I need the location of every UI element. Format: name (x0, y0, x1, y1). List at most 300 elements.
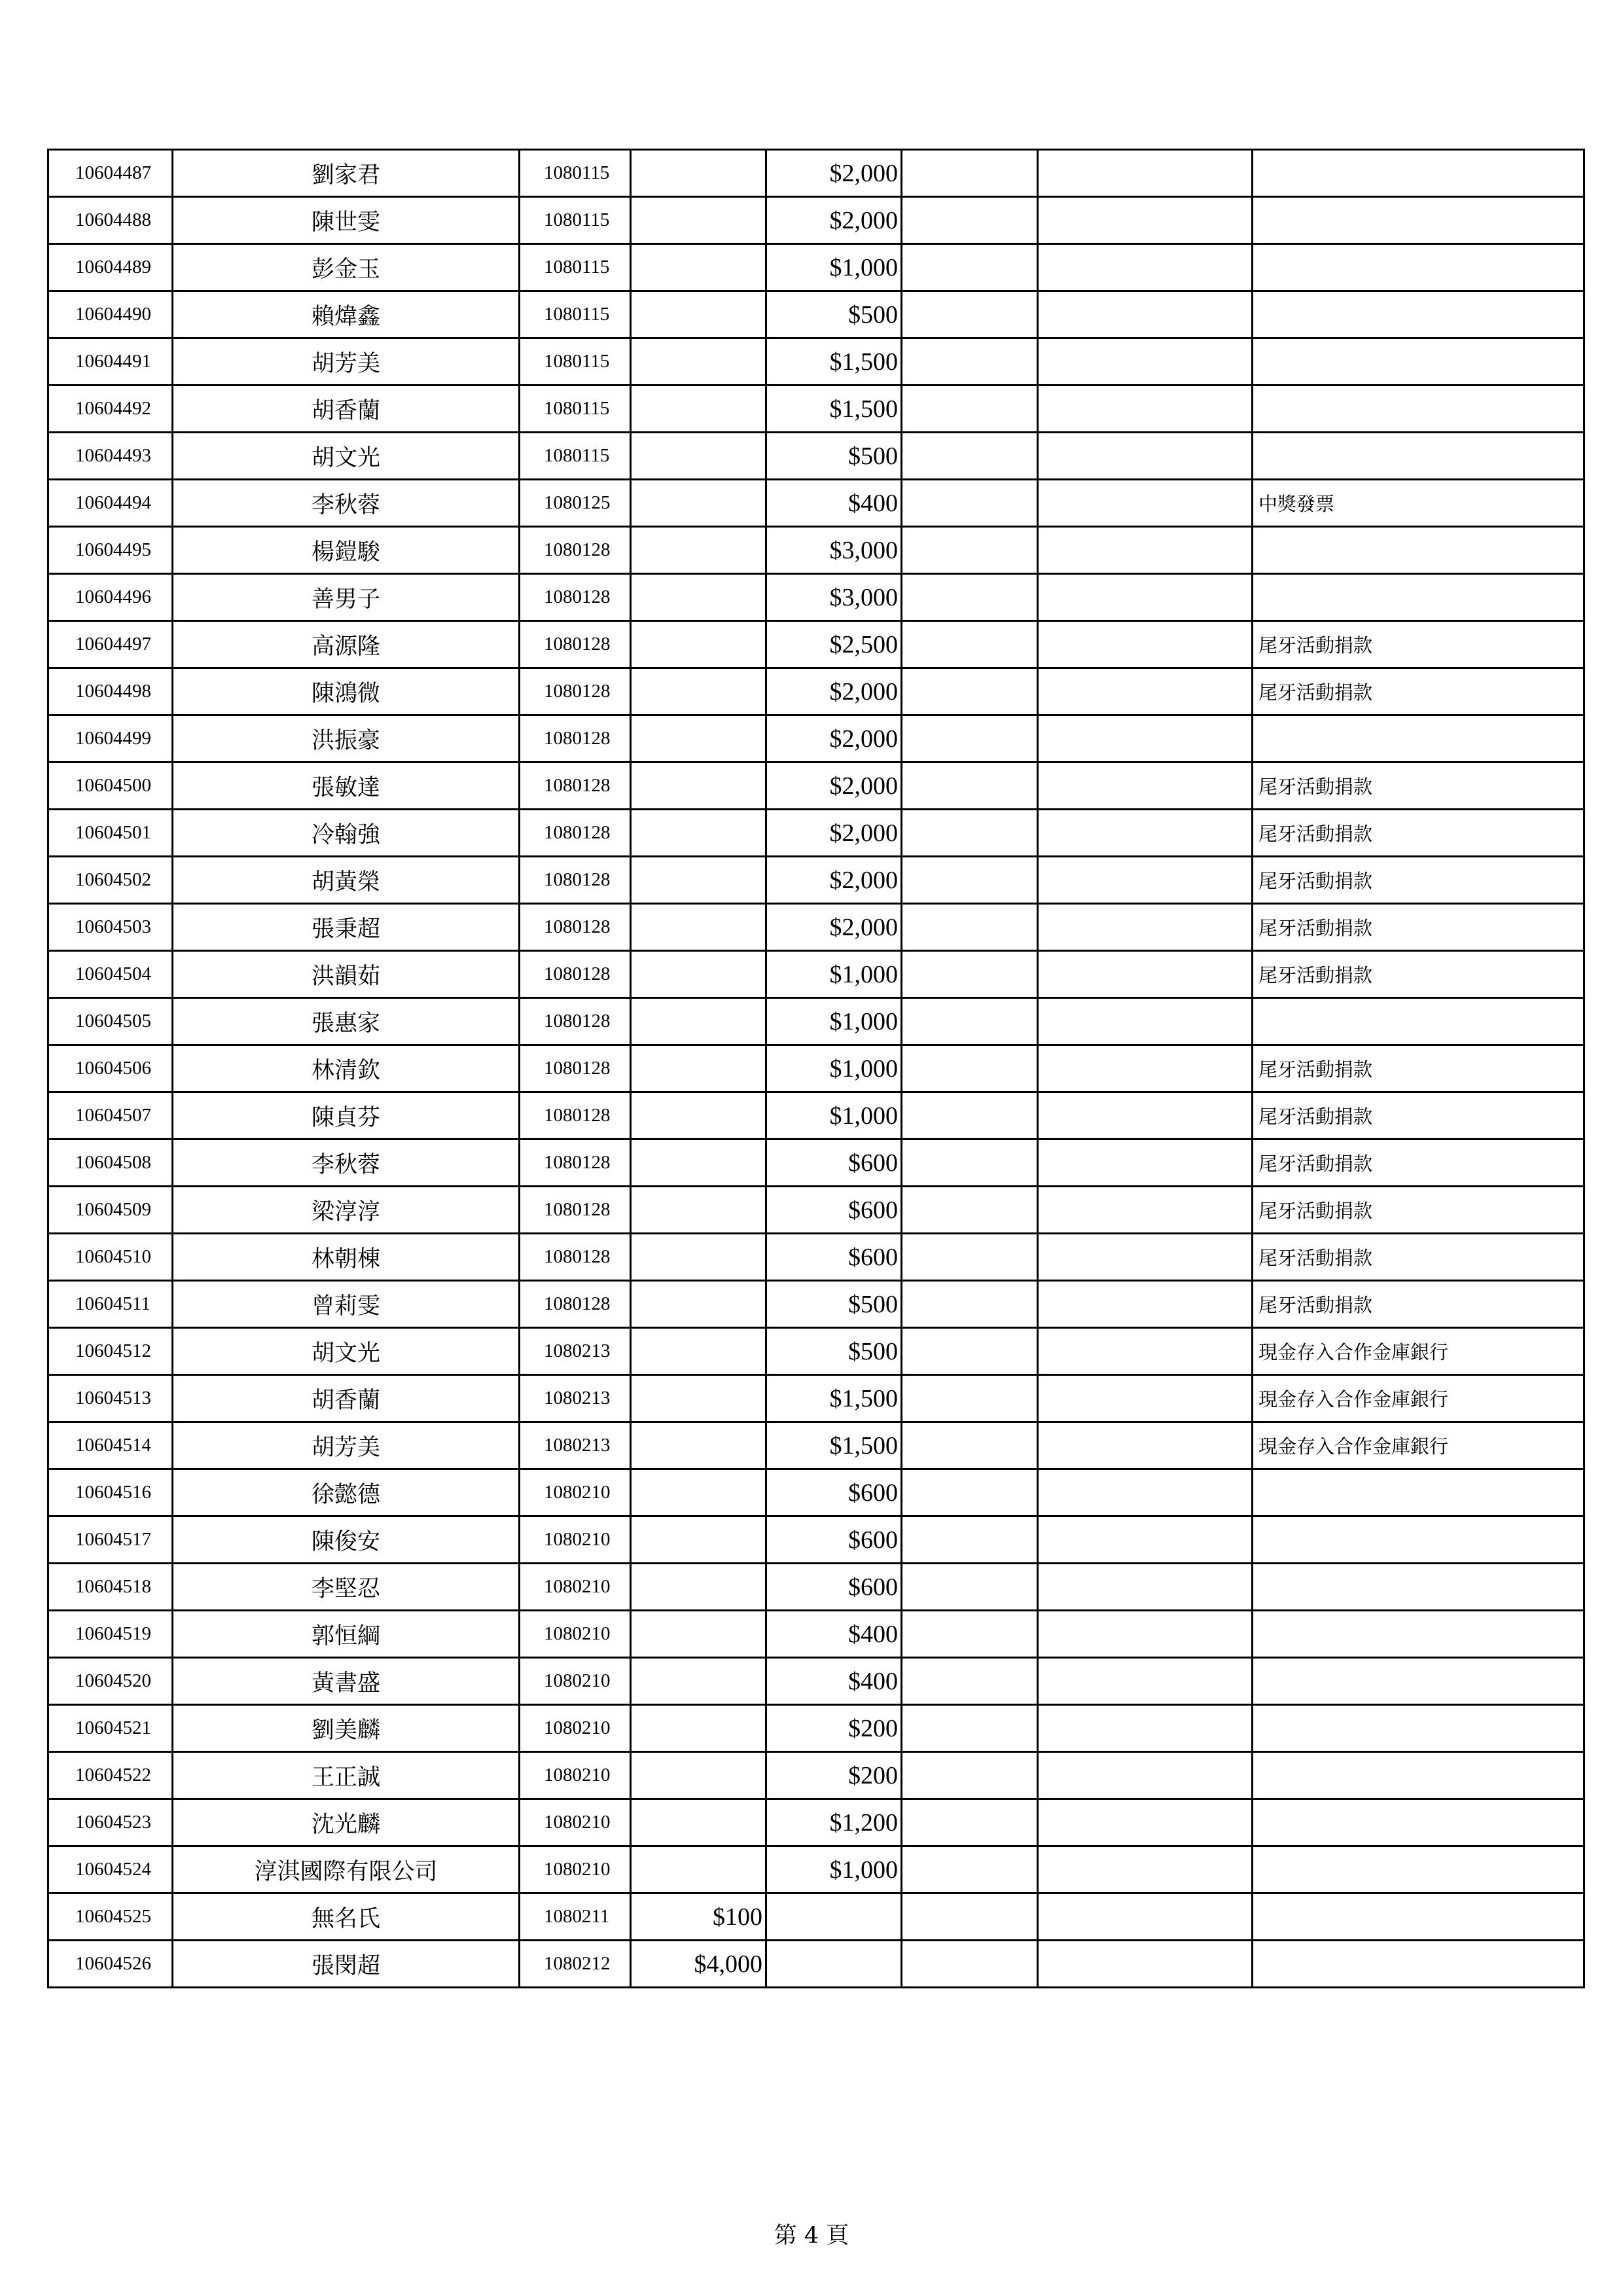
receipt-id-cell: 10604526 (48, 1941, 173, 1988)
date-cell: 1080128 (520, 1234, 631, 1281)
blank-cell (1038, 197, 1253, 244)
note-cell: 現金存入合作金庫銀行 (1253, 1328, 1584, 1375)
blank-cell (902, 480, 1038, 527)
cash-amount-cell (631, 1799, 766, 1846)
blank-cell (902, 291, 1038, 338)
receipt-id-cell: 10604524 (48, 1846, 173, 1893)
note-cell (1253, 291, 1584, 338)
receipt-id-cell: 10604525 (48, 1893, 173, 1941)
amount-cell: $1,000 (766, 1846, 902, 1893)
note-cell: 尾牙活動捐款 (1253, 1045, 1584, 1092)
note-cell (1253, 150, 1584, 197)
receipt-id-cell: 10604510 (48, 1234, 173, 1281)
blank-cell (1038, 1328, 1253, 1375)
amount-cell: $400 (766, 480, 902, 527)
amount-cell: $200 (766, 1705, 902, 1752)
note-cell (1253, 998, 1584, 1045)
donor-name-cell: 陳世雯 (173, 197, 520, 244)
cash-amount-cell (631, 1752, 766, 1799)
date-cell: 1080128 (520, 810, 631, 857)
table-row (48, 1281, 1584, 1328)
note-cell (1253, 574, 1584, 621)
table-row (48, 1846, 1584, 1893)
donor-name-cell: 林朝棟 (173, 1234, 520, 1281)
blank-cell (1038, 433, 1253, 480)
blank-cell (902, 1893, 1038, 1941)
date-cell: 1080128 (520, 621, 631, 668)
cash-amount-cell (631, 1234, 766, 1281)
date-cell: 1080128 (520, 904, 631, 951)
donor-name-cell: 李秋蓉 (173, 1139, 520, 1187)
note-cell (1253, 244, 1584, 291)
receipt-id-cell: 10604506 (48, 1045, 173, 1092)
blank-cell (1038, 1846, 1253, 1893)
table-row (48, 150, 1584, 197)
amount-cell: $2,000 (766, 197, 902, 244)
cash-amount-cell (631, 857, 766, 904)
donor-name-cell: 胡香蘭 (173, 386, 520, 433)
receipt-id-cell: 10604496 (48, 574, 173, 621)
blank-cell (1038, 904, 1253, 951)
receipt-id-cell: 10604489 (48, 244, 173, 291)
cash-amount-cell (631, 1705, 766, 1752)
blank-cell (902, 1564, 1038, 1611)
receipt-id-cell: 10604500 (48, 762, 173, 810)
receipt-id-cell: 10604499 (48, 715, 173, 762)
blank-cell (902, 574, 1038, 621)
date-cell: 1080210 (520, 1516, 631, 1564)
blank-cell (1038, 386, 1253, 433)
amount-cell: $2,000 (766, 857, 902, 904)
donor-name-cell: 胡芳美 (173, 338, 520, 386)
receipt-id-cell: 10604517 (48, 1516, 173, 1564)
donor-name-cell: 張敏達 (173, 762, 520, 810)
blank-cell (902, 1045, 1038, 1092)
amount-cell: $500 (766, 433, 902, 480)
amount-cell: $2,500 (766, 621, 902, 668)
amount-cell: $600 (766, 1139, 902, 1187)
blank-cell (1038, 1375, 1253, 1422)
date-cell: 1080115 (520, 386, 631, 433)
cash-amount-cell (631, 1846, 766, 1893)
blank-cell (1038, 1893, 1253, 1941)
donor-name-cell: 陳俊安 (173, 1516, 520, 1564)
blank-cell (902, 1375, 1038, 1422)
cash-amount-cell (631, 668, 766, 715)
blank-cell (1038, 1799, 1253, 1846)
receipt-id-cell: 10604494 (48, 480, 173, 527)
donor-name-cell: 冷翰強 (173, 810, 520, 857)
donor-name-cell: 胡文光 (173, 1328, 520, 1375)
receipt-id-cell: 10604512 (48, 1328, 173, 1375)
table-row (48, 621, 1584, 668)
blank-cell (902, 1705, 1038, 1752)
blank-cell (902, 527, 1038, 574)
receipt-id-cell: 10604501 (48, 810, 173, 857)
date-cell: 1080115 (520, 197, 631, 244)
table-row (48, 1516, 1584, 1564)
amount-cell: $1,000 (766, 998, 902, 1045)
receipt-id-cell: 10604498 (48, 668, 173, 715)
amount-cell: $1,000 (766, 1092, 902, 1139)
table-row (48, 1187, 1584, 1234)
cash-amount-cell (631, 1564, 766, 1611)
note-cell (1253, 1941, 1584, 1988)
amount-cell (766, 1941, 902, 1988)
table-row (48, 998, 1584, 1045)
blank-cell (1038, 951, 1253, 998)
amount-cell: $600 (766, 1564, 902, 1611)
date-cell: 1080125 (520, 480, 631, 527)
note-cell (1253, 1564, 1584, 1611)
donor-name-cell: 張秉超 (173, 904, 520, 951)
blank-cell (902, 857, 1038, 904)
cash-amount-cell (631, 1328, 766, 1375)
table-row (48, 338, 1584, 386)
date-cell: 1080128 (520, 527, 631, 574)
note-cell: 尾牙活動捐款 (1253, 1281, 1584, 1328)
date-cell: 1080210 (520, 1705, 631, 1752)
note-cell (1253, 1658, 1584, 1705)
date-cell: 1080115 (520, 150, 631, 197)
blank-cell (1038, 762, 1253, 810)
date-cell: 1080213 (520, 1422, 631, 1469)
receipt-id-cell: 10604497 (48, 621, 173, 668)
receipt-id-cell: 10604491 (48, 338, 173, 386)
amount-cell: $1,000 (766, 951, 902, 998)
amount-cell: $3,000 (766, 527, 902, 574)
table-row (48, 1893, 1584, 1941)
receipt-id-cell: 10604502 (48, 857, 173, 904)
table-row (48, 1469, 1584, 1516)
date-cell: 1080128 (520, 574, 631, 621)
donor-name-cell: 陳鴻微 (173, 668, 520, 715)
cash-amount-cell (631, 810, 766, 857)
donor-name-cell: 胡黃榮 (173, 857, 520, 904)
blank-cell (1038, 1187, 1253, 1234)
cash-amount-cell (631, 1139, 766, 1187)
receipt-id-cell: 10604505 (48, 998, 173, 1045)
blank-cell (1038, 1234, 1253, 1281)
date-cell: 1080128 (520, 762, 631, 810)
blank-cell (1038, 1658, 1253, 1705)
cash-amount-cell (631, 291, 766, 338)
table-row (48, 1045, 1584, 1092)
blank-cell (902, 1941, 1038, 1988)
cash-amount-cell (631, 715, 766, 762)
blank-cell (902, 1187, 1038, 1234)
blank-cell (1038, 1092, 1253, 1139)
cash-amount-cell (631, 244, 766, 291)
blank-cell (1038, 1611, 1253, 1658)
blank-cell (1038, 668, 1253, 715)
blank-cell (1038, 150, 1253, 197)
date-cell: 1080210 (520, 1799, 631, 1846)
date-cell: 1080115 (520, 291, 631, 338)
table-row (48, 433, 1584, 480)
blank-cell (902, 1658, 1038, 1705)
note-cell: 現金存入合作金庫銀行 (1253, 1422, 1584, 1469)
amount-cell: $500 (766, 1328, 902, 1375)
receipt-id-cell: 10604511 (48, 1281, 173, 1328)
blank-cell (902, 904, 1038, 951)
table-row (48, 1705, 1584, 1752)
blank-cell (1038, 244, 1253, 291)
table-row (48, 715, 1584, 762)
blank-cell (1038, 1705, 1253, 1752)
cash-amount-cell (631, 1092, 766, 1139)
blank-cell (902, 1234, 1038, 1281)
blank-cell (1038, 574, 1253, 621)
blank-cell (902, 1611, 1038, 1658)
blank-cell (902, 386, 1038, 433)
blank-cell (902, 998, 1038, 1045)
date-cell: 1080128 (520, 1187, 631, 1234)
donor-name-cell: 徐懿德 (173, 1469, 520, 1516)
table-row (48, 1234, 1584, 1281)
amount-cell: $2,000 (766, 715, 902, 762)
amount-cell: $3,000 (766, 574, 902, 621)
cash-amount-cell (631, 998, 766, 1045)
donor-name-cell: 曾莉雯 (173, 1281, 520, 1328)
ledger-body (48, 150, 1584, 1988)
blank-cell (1038, 527, 1253, 574)
date-cell: 1080210 (520, 1469, 631, 1516)
cash-amount-cell (631, 1658, 766, 1705)
cash-amount-cell (631, 1422, 766, 1469)
receipt-id-cell: 10604488 (48, 197, 173, 244)
receipt-id-cell: 10604522 (48, 1752, 173, 1799)
cash-amount-cell (631, 904, 766, 951)
receipt-id-cell: 10604523 (48, 1799, 173, 1846)
cash-amount-cell (631, 951, 766, 998)
donor-name-cell: 陳貞芬 (173, 1092, 520, 1139)
receipt-id-cell: 10604503 (48, 904, 173, 951)
receipt-id-cell: 10604487 (48, 150, 173, 197)
note-cell: 尾牙活動捐款 (1253, 668, 1584, 715)
cash-amount-cell (631, 197, 766, 244)
date-cell: 1080115 (520, 433, 631, 480)
amount-cell: $600 (766, 1516, 902, 1564)
cash-amount-cell (631, 338, 766, 386)
note-cell (1253, 527, 1584, 574)
blank-cell (1038, 1139, 1253, 1187)
donor-name-cell: 李秋蓉 (173, 480, 520, 527)
donor-name-cell: 無名氏 (173, 1893, 520, 1941)
receipt-id-cell: 10604508 (48, 1139, 173, 1187)
note-cell: 尾牙活動捐款 (1253, 1234, 1584, 1281)
amount-cell: $1,500 (766, 386, 902, 433)
note-cell (1253, 1516, 1584, 1564)
blank-cell (902, 715, 1038, 762)
donor-name-cell: 高源隆 (173, 621, 520, 668)
donor-name-cell: 賴煒鑫 (173, 291, 520, 338)
table-row (48, 291, 1584, 338)
donor-name-cell: 胡香蘭 (173, 1375, 520, 1422)
note-cell (1253, 1799, 1584, 1846)
date-cell: 1080128 (520, 1281, 631, 1328)
blank-cell (902, 1092, 1038, 1139)
donor-name-cell: 郭恒綱 (173, 1611, 520, 1658)
blank-cell (902, 668, 1038, 715)
table-row (48, 1375, 1584, 1422)
donor-name-cell: 王正誠 (173, 1752, 520, 1799)
blank-cell (1038, 998, 1253, 1045)
blank-cell (902, 762, 1038, 810)
donor-name-cell: 洪振豪 (173, 715, 520, 762)
table-row (48, 527, 1584, 574)
cash-amount-cell (631, 386, 766, 433)
table-row (48, 386, 1584, 433)
receipt-id-cell: 10604492 (48, 386, 173, 433)
note-cell: 尾牙活動捐款 (1253, 1092, 1584, 1139)
cash-amount-cell (631, 150, 766, 197)
donor-name-cell: 李堅忍 (173, 1564, 520, 1611)
receipt-id-cell: 10604518 (48, 1564, 173, 1611)
table-row (48, 1328, 1584, 1375)
donor-name-cell: 劉家君 (173, 150, 520, 197)
cash-amount-cell (631, 1516, 766, 1564)
cash-amount-cell (631, 1281, 766, 1328)
table-row (48, 1611, 1584, 1658)
table-row (48, 1941, 1584, 1988)
date-cell: 1080210 (520, 1658, 631, 1705)
note-cell (1253, 386, 1584, 433)
date-cell: 1080213 (520, 1328, 631, 1375)
note-cell: 尾牙活動捐款 (1253, 951, 1584, 998)
note-cell (1253, 1752, 1584, 1799)
cash-amount-cell (631, 621, 766, 668)
note-cell: 尾牙活動捐款 (1253, 857, 1584, 904)
donor-name-cell: 沈光麟 (173, 1799, 520, 1846)
table-row (48, 574, 1584, 621)
receipt-id-cell: 10604520 (48, 1658, 173, 1705)
blank-cell (1038, 338, 1253, 386)
table-row (48, 1752, 1584, 1799)
donor-name-cell: 彭金玉 (173, 244, 520, 291)
receipt-id-cell: 10604519 (48, 1611, 173, 1658)
note-cell: 尾牙活動捐款 (1253, 904, 1584, 951)
blank-cell (1038, 1941, 1253, 1988)
cash-amount-cell: $100 (631, 1893, 766, 1941)
note-cell (1253, 1705, 1584, 1752)
table-row (48, 1564, 1584, 1611)
receipt-id-cell: 10604507 (48, 1092, 173, 1139)
amount-cell: $2,000 (766, 150, 902, 197)
amount-cell: $1,500 (766, 338, 902, 386)
amount-cell: $400 (766, 1611, 902, 1658)
blank-cell (1038, 621, 1253, 668)
donor-name-cell: 善男子 (173, 574, 520, 621)
amount-cell: $2,000 (766, 668, 902, 715)
receipt-id-cell: 10604514 (48, 1422, 173, 1469)
note-cell: 尾牙活動捐款 (1253, 1139, 1584, 1187)
table-row (48, 1658, 1584, 1705)
blank-cell (902, 621, 1038, 668)
donor-name-cell: 林清欽 (173, 1045, 520, 1092)
table-row (48, 480, 1584, 527)
donor-name-cell: 張惠家 (173, 998, 520, 1045)
blank-cell (902, 810, 1038, 857)
date-cell: 1080128 (520, 951, 631, 998)
note-cell (1253, 1893, 1584, 1941)
donation-ledger-table (47, 149, 1585, 1988)
note-cell (1253, 1611, 1584, 1658)
table-row (48, 904, 1584, 951)
cash-amount-cell (631, 762, 766, 810)
donor-name-cell: 洪韻茹 (173, 951, 520, 998)
receipt-id-cell: 10604521 (48, 1705, 173, 1752)
donor-name-cell: 淳淇國際有限公司 (173, 1846, 520, 1893)
receipt-id-cell: 10604513 (48, 1375, 173, 1422)
blank-cell (902, 1328, 1038, 1375)
receipt-id-cell: 10604490 (48, 291, 173, 338)
note-cell: 尾牙活動捐款 (1253, 810, 1584, 857)
blank-cell (902, 1799, 1038, 1846)
date-cell: 1080128 (520, 1092, 631, 1139)
date-cell: 1080210 (520, 1611, 631, 1658)
blank-cell (902, 150, 1038, 197)
date-cell: 1080128 (520, 668, 631, 715)
blank-cell (1038, 810, 1253, 857)
amount-cell: $1,000 (766, 244, 902, 291)
donor-name-cell: 張閔超 (173, 1941, 520, 1988)
donor-name-cell: 黃書盛 (173, 1658, 520, 1705)
date-cell: 1080213 (520, 1375, 631, 1422)
table-row (48, 951, 1584, 998)
note-cell: 現金存入合作金庫銀行 (1253, 1375, 1584, 1422)
receipt-id-cell: 10604509 (48, 1187, 173, 1234)
note-cell: 尾牙活動捐款 (1253, 1187, 1584, 1234)
note-cell: 尾牙活動捐款 (1253, 621, 1584, 668)
table-row (48, 762, 1584, 810)
receipt-id-cell: 10604516 (48, 1469, 173, 1516)
table-row (48, 244, 1584, 291)
blank-cell (902, 197, 1038, 244)
blank-cell (902, 1752, 1038, 1799)
donor-name-cell: 劉美麟 (173, 1705, 520, 1752)
donor-name-cell: 楊鎧駿 (173, 527, 520, 574)
date-cell: 1080210 (520, 1846, 631, 1893)
receipt-id-cell: 10604504 (48, 951, 173, 998)
table-row (48, 668, 1584, 715)
amount-cell: $600 (766, 1234, 902, 1281)
blank-cell (1038, 1564, 1253, 1611)
cash-amount-cell (631, 1375, 766, 1422)
date-cell: 1080212 (520, 1941, 631, 1988)
amount-cell: $500 (766, 1281, 902, 1328)
blank-cell (902, 338, 1038, 386)
amount-cell: $1,500 (766, 1375, 902, 1422)
cash-amount-cell (631, 1187, 766, 1234)
blank-cell (1038, 1469, 1253, 1516)
note-cell (1253, 433, 1584, 480)
cash-amount-cell: $4,000 (631, 1941, 766, 1988)
amount-cell: $600 (766, 1187, 902, 1234)
blank-cell (902, 1846, 1038, 1893)
table-row (48, 1139, 1584, 1187)
blank-cell (1038, 1516, 1253, 1564)
date-cell: 1080115 (520, 244, 631, 291)
amount-cell: $2,000 (766, 904, 902, 951)
cash-amount-cell (631, 1611, 766, 1658)
table-row (48, 810, 1584, 857)
amount-cell: $400 (766, 1658, 902, 1705)
cash-amount-cell (631, 574, 766, 621)
blank-cell (902, 1281, 1038, 1328)
donor-name-cell: 胡文光 (173, 433, 520, 480)
table-row (48, 857, 1584, 904)
